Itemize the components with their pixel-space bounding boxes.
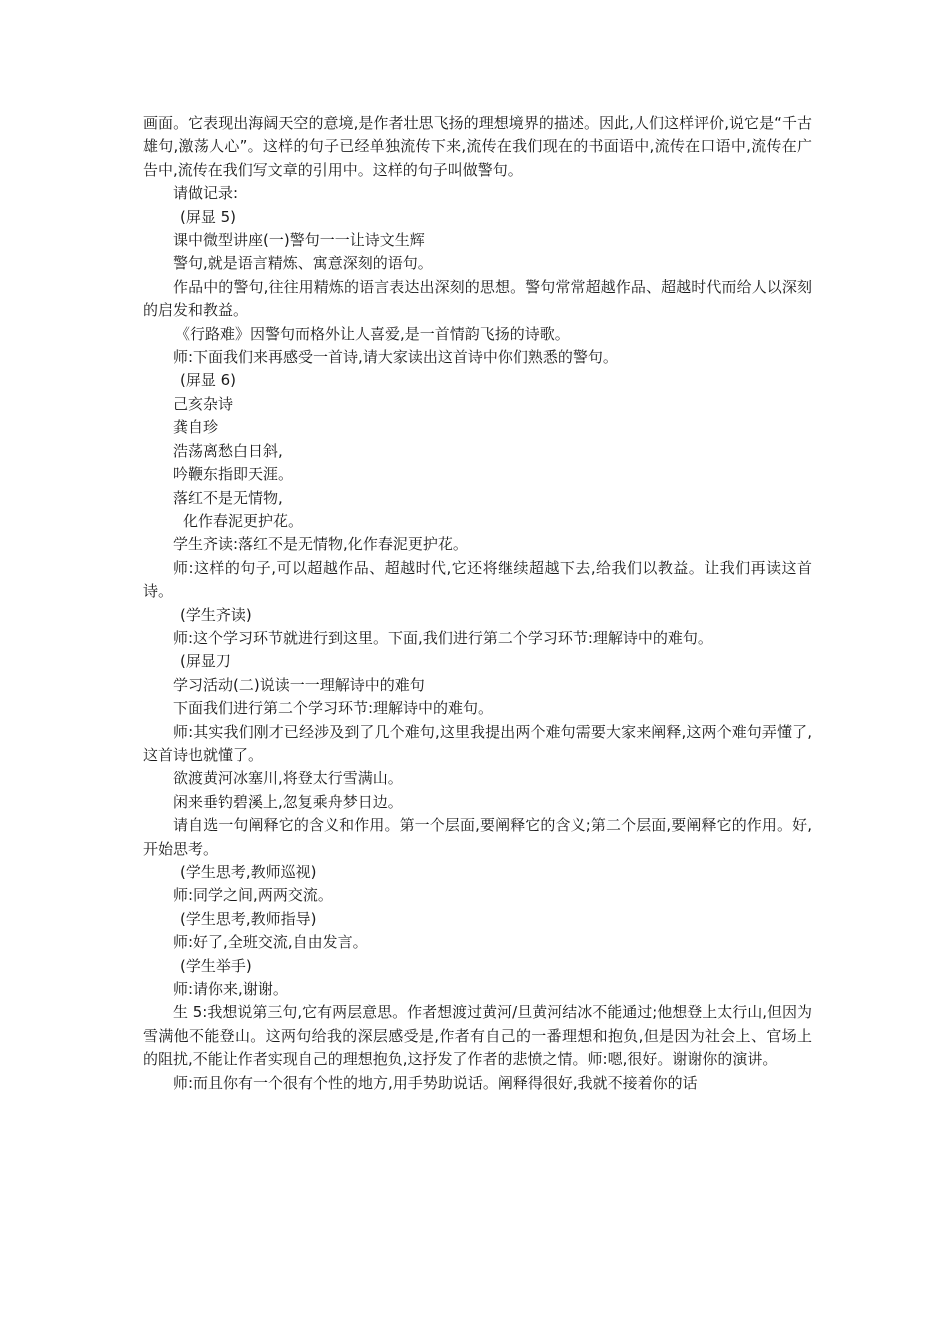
paragraph: 学生齐读:落红不是无情物,化作春泥更护花。 <box>173 535 468 554</box>
paragraph: 下面我们进行第二个学习环节:理解诗中的难句。 <box>173 699 494 718</box>
stage-note: (学生思考,教师指导) <box>180 909 317 928</box>
paragraph: 师:请你来,谢谢。 <box>173 980 288 999</box>
paragraph: 警句,就是语言精炼、寓意深刻的语句。 <box>173 254 433 273</box>
paragraph: 请做记录: <box>173 184 239 203</box>
paragraph: 师:这样的句子,可以超越作品、超越时代,它还将继续超越下去,给我们以教益。让我们再读这首诗。 <box>143 558 812 601</box>
stage-note: (学生思考,教师巡视) <box>180 863 317 881</box>
poem-line: 化作春泥更护花。 <box>183 511 304 530</box>
stage-note: (学生齐读) <box>180 605 252 624</box>
section-heading: 学习活动(二)说读一一理解诗中的难句 <box>173 675 425 694</box>
paragraph: 《行路难》因警句而格外让人喜爱,是一首情韵飞扬的诗歌。 <box>175 324 570 343</box>
poem-author: 龚自珍 <box>173 418 219 437</box>
screen-note: (屏显刀 <box>180 652 231 671</box>
paragraph: 作品中的警句,往往用精炼的语言表达出深刻的思想。警句常常超越作品、超越时代而给人以深刻的启发和教益。 <box>143 277 812 320</box>
quote-line: 欲渡黄河冰塞川,将登太行雪满山。 <box>173 769 403 788</box>
paragraph: 师:其实我们刚才已经涉及到了几个难句,这里我提出两个难句需要大家来阐释,这两个难句弄懂了,这首诗也就懂了。 <box>143 722 812 764</box>
screen-note: (屏显 6) <box>180 371 237 390</box>
poem-title: 己亥杂诗 <box>173 394 234 413</box>
poem-line: 吟鞭东指即天涯。 <box>173 465 294 484</box>
section-heading: 课中微型讲座(一)警句一一让诗文生辉 <box>173 231 425 250</box>
stage-note: (学生举手) <box>180 956 252 975</box>
paragraph: 请自选一句阐释它的含义和作用。第一个层面,要阐释它的含义;第二个层面,要阐释它的作用。好,开始思考。 <box>143 816 812 858</box>
paragraph: 师:同学之间,两两交流。 <box>173 886 333 905</box>
poem-line: 浩荡离愁白日斜, <box>173 441 283 460</box>
paragraph: 师:而且你有一个很有个性的地方,用手势助说话。阐释得很好,我就不接着你的话 <box>173 1073 698 1092</box>
paragraph: 师:好了,全班交流,自由发言。 <box>173 933 368 952</box>
screen-note: (屏显 5) <box>180 207 237 226</box>
paragraph: 师:这个学习环节就进行到这里。下面,我们进行第二个学习环节:理解诗中的难句。 <box>173 628 713 647</box>
paragraph: 生 5:我想说第三句,它有两层意思。作者想渡过黄河/旦黄河结冰不能通过;他想登上太行山,但因为雪满他不能登山。这两句给我的深层感受是,作者有自己的一番理想和抱负,但是因为社会上、官场上的阻扰,不能让作者实现自己的理想抱负,这抒发了作者的悲愤之情。师:嗯,很好。谢谢你的演讲。 <box>143 1003 813 1069</box>
paragraph: 师:下面我们来再感受一首诗,请大家读出这首诗中你们熟悉的警句。 <box>173 348 618 367</box>
paragraph: 画面。它表现出海阔天空的意境,是作者壮思飞扬的理想境界的描述。因此,人们这样评价,说它是“千古雄句,激荡人心”。这样的句子已经单独流传下来,流传在我们现在的书面语中,流传在口语中,流传在广告中,流传在我们写文章的引用中。这样的句子叫做警句。 <box>143 114 812 179</box>
poem-line: 落红不是无情物, <box>173 488 283 507</box>
quote-line: 闲来垂钓碧溪上,忽复乘舟梦日边。 <box>173 792 403 811</box>
